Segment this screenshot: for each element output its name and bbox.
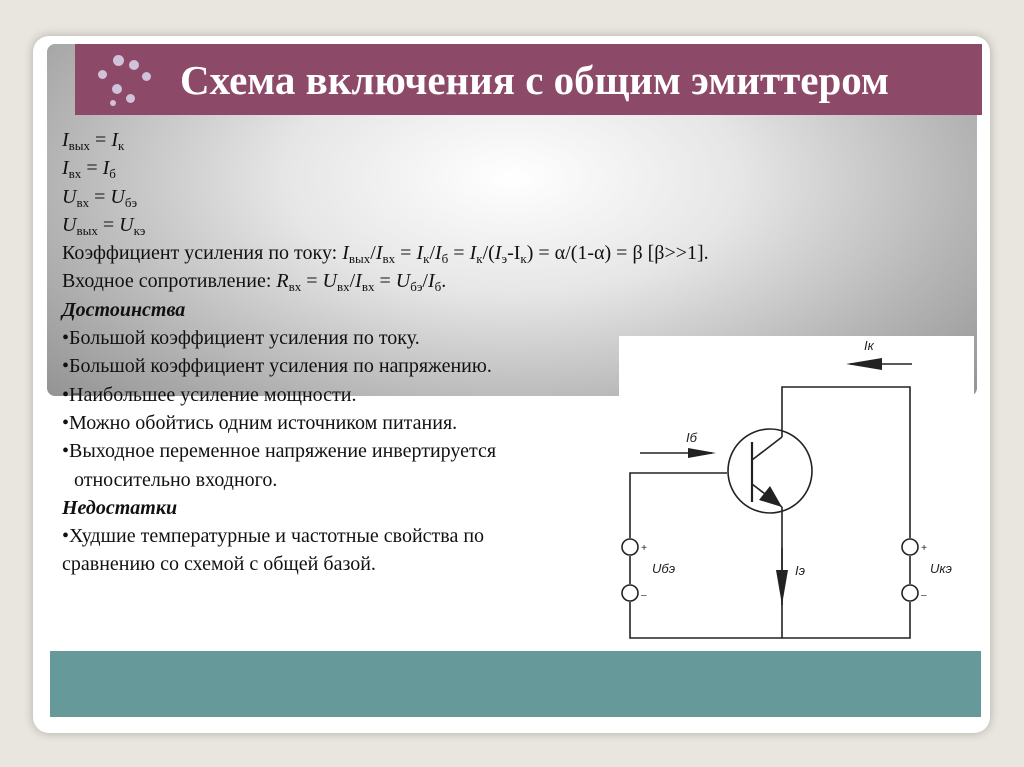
terminal-right-plus xyxy=(902,539,918,555)
circuit-diagram xyxy=(619,336,974,643)
emitter-arrow-icon xyxy=(759,486,782,507)
input-resistance-line: Входное сопротивление: $R_{вх} = U_{вх}/I_{вх} = U_{бэ}/I_б$. xyxy=(62,270,447,295)
advantage-item: •Большой коэффициент усиления по току. xyxy=(62,327,420,350)
slide-body xyxy=(62,126,709,579)
footer-bar xyxy=(50,651,981,717)
formula-u-out: $U_{вых} = U_{кэ}$ xyxy=(62,213,146,238)
label-ib: Iб xyxy=(686,430,697,445)
terminal-right-minus xyxy=(902,585,918,601)
advantage-item: •Можно обойтись одним источником питания. xyxy=(62,411,458,434)
label-minus-right: – xyxy=(921,590,927,601)
label-ie: Iэ xyxy=(795,563,806,578)
terminal-left-minus xyxy=(622,585,638,601)
label-ube: Uбэ xyxy=(652,561,676,576)
formula-u-in: $U_{вх} = U_{бэ}$ xyxy=(62,185,138,210)
disadvantage-item: •Худшие температурные и частотные свойства по xyxy=(62,525,485,548)
ie-arrow-head xyxy=(776,570,788,605)
base-input-wire xyxy=(630,473,727,538)
ib-arrow-head xyxy=(688,448,716,458)
transistor-collector-lead xyxy=(752,437,782,460)
collector-wire xyxy=(782,387,910,538)
terminal-left-plus xyxy=(622,539,638,555)
label-plus-right: + xyxy=(921,543,927,554)
advantage-item: •Выходное переменное напряжение инвертируется xyxy=(62,440,497,463)
label-uke: Uкэ xyxy=(930,561,952,576)
disadvantages-heading: Недостатки xyxy=(62,496,178,519)
advantage-item: •Большой коэффициент усиления по напряжению. xyxy=(62,355,492,378)
ik-arrow-head xyxy=(846,358,882,370)
label-ik: Iк xyxy=(864,338,874,353)
ground-wire xyxy=(630,602,910,638)
disadvantage-item-continuation: сравнению со схемой с общей базой. xyxy=(62,553,376,576)
label-minus-left: – xyxy=(641,590,647,601)
formula-i-in: $I_{вх} = I_б$ xyxy=(62,157,116,182)
label-plus-left: + xyxy=(641,543,647,554)
advantage-item: •Наибольшее усиление мощности. xyxy=(62,383,357,406)
advantage-item-continuation: относительно входного. xyxy=(74,468,278,491)
current-gain-line: Коэффициент усиления по току: $I_{вых}/I_{вх} = I_к/I_б = I_к/(I_э-I_к) = \alpha/(1-\alpha) = \beta$ [β>>1]. xyxy=(62,242,709,267)
formula-i-out: $I_{вых} = I_к$ xyxy=(62,129,125,153)
advantages-heading: Достоинства xyxy=(62,298,186,321)
page-title: Схема включения с общим эмиттером xyxy=(180,57,889,103)
